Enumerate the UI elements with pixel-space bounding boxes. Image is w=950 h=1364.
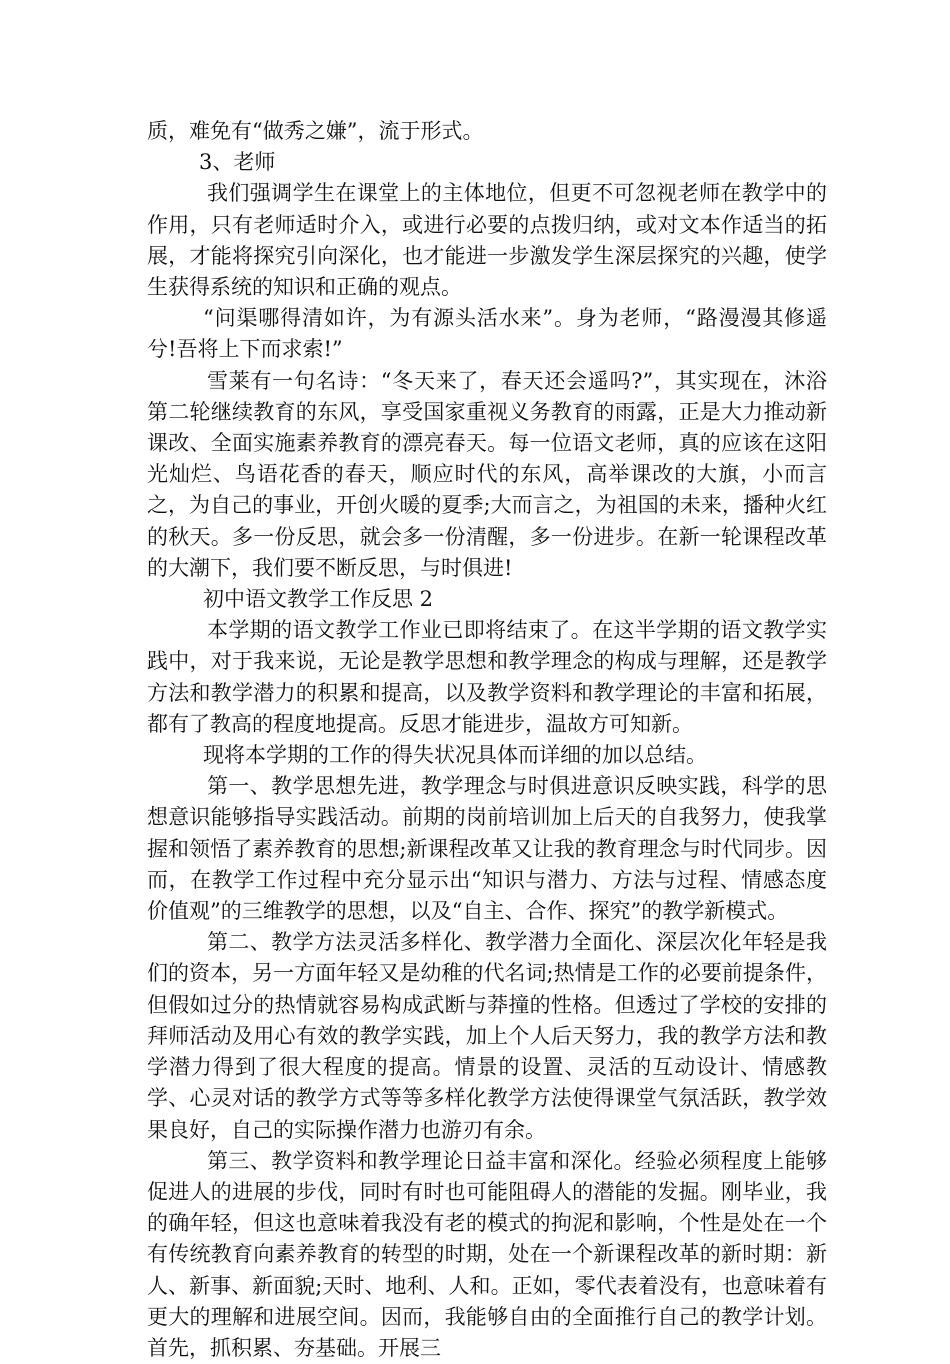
section-heading-teacher: 3、老师 [199, 150, 276, 175]
document-page [147, 116, 827, 1364]
paragraph-teacher-role: 我们强调学生在课堂上的主体地位，但更不可忽视老师在教学中的作用，只有老师适时介入，或进行必要的点拨归纳，或对文本作适当的拓展，才能将探究引向深化，也才能进一步激发学生深层探究的兴趣，使学生获得系统的知识和正确的观点。 [147, 181, 827, 300]
paragraph-quote-source: “问渠哪得清如许，为有源头活水来”。身为老师，“路漫漫其修遥兮!吾将上下而求索!” [147, 306, 827, 362]
paragraph-summary-intro: 现将本学期的工作的得失状况具体而详细的加以总结。 [203, 743, 707, 768]
paragraph-semester-intro: 本学期的语文教学工作业已即将结束了。在这半学期的语文教学实践中，对于我来说，无论是教学思想和教学理念的构成与理解，还是教学方法和教学潜力的积累和提高，以及教学资料和教学理论的丰富和拓展，都有了教高的程度地提高。反思才能进步，温故方可知新。 [147, 618, 827, 736]
paragraph-point-two: 第二、教学方法灵活多样化、教学潜力全面化、深层次化年轻是我们的资本，另一方面年轻又是幼稚的代名词;热情是工作的必要前提条件，但假如过分的热情就容易构成武断与莽撞的性格。但透过了学校的安排的拜师活动及用心有效的教学实践，加上个人后天努力，我的教学方法和教学潜力得到了很大程度的提高。情景的设置、灵活的互动设计、情感教学、心灵对话的教学方式等等多样化教学方法使得课堂气氛活跃，教学效果良好，自己的实际操作潜力也游刃有余。 [147, 930, 827, 1142]
paragraph-point-one: 第一、教学思想先进，教学理念与时俱进意识反映实践，科学的思想意识能够指导实践活动。前期的岗前培训加上后天的自我努力，使我掌握和领悟了素养教育的思想;新课程改革又让我的教育理念与时代同步。因而，在教学工作过程中充分显示出“知识与潜力、方法与过程、情感态度价值观”的三维教学的思想，以及“自主、合作、探究”的教学新模式。 [147, 774, 827, 924]
paragraph-point-three: 第三、教学资料和教学理论日益丰富和深化。经验必须程度上能够促进人的进展的步伐，同时有时也可能阻碍人的潜能的发掘。刚毕业，我的确年轻，但这也意味着我没有老的模式的拘泥和影响，个性是处在一个有传统教育向素养教育的转型的时期，处在一个新课程改革的新时期：新人、新事、新面貌;天时、地利、人和。正如，零代表着没有，也意味着有更大的理解和进展空间。因而，我能够自由的全面推行自己的教学计划。首先，抓积累、夯基础。开展三 [147, 1148, 827, 1360]
paragraph-continuation: 质，难免有“做秀之嫌”，流于形式。 [147, 119, 484, 143]
paragraph-shelley-poem: 雪莱有一句名诗：“冬天来了，春天还会遥吗?”，其实现在，沐浴第二轮继续教育的东风，享受国家重视义务教育的雨露，正是大力推动新课改、全面实施素养教育的漂亮春天。每一位语文老师，真的应该在这阳光灿烂、鸟语花香的春天，顺应时代的东风，高举课改的大旗，小而言之，为自己的事业，开创火暖的夏季;大而言之，为祖国的未来，播种火红的秋天。多一份反思，就会多一份清醒，多一份进步。在新一轮课程改革的大潮下，我们要不断反思，与时俱进! [147, 368, 827, 580]
section-heading-reflection-2: 初中语文教学工作反思 2 [203, 587, 434, 612]
